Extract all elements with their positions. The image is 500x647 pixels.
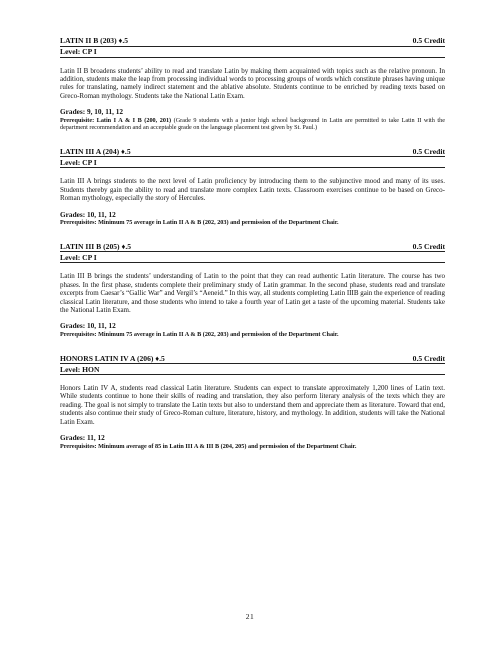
course-prerequisite: Prerequisites: Minimum 75 average in Latin II A & B (202, 203) and permission of the Department Chair. [60, 219, 339, 227]
course-prerequisite: Prerequisites: Minimum average of 85 in Latin III A & III B (204, 205) and permission of the Department Chair. [60, 442, 357, 450]
course-prerequisite [60, 117, 445, 132]
course-description: Latin III A brings students to the next level of Latin proficiency by introducing them to the subjunctive mood and many of its uses. Students thereby gain the ability to read and translate more complex Latin texts. Classroom exercises continue to be based on Greco-Roman mythology, especially the story of Hercules. [60, 177, 445, 203]
course-level: Level: HON [60, 364, 445, 375]
course-description: Honors Latin IV A, students read classical Latin literature. Students can expect to translate approximately 1,200 lines of Latin text. While students continue to hone their skills of reading and translation, they also perform literary analysis of the texts which they are reading. The goal is not simply to translate the Latin texts but also to understand them and appreciate them as literature. Toward that end, students also continue their study of Greco-Roman culture, literature, history, and mythology. In addition, students will take the National Latin Exam. [60, 384, 445, 426]
course-grades: Grades: 9, 10, 11, 12 [60, 107, 124, 117]
course-catalog-page [60, 36, 445, 450]
course-header [60, 242, 445, 253]
course-title: LATIN III A (204) ♦.5 [60, 146, 131, 156]
course-honors-latin-iv-a [60, 354, 445, 451]
course-grades: Grades: 10, 11, 12 [60, 209, 116, 219]
course-credit: 0.5 Credit [412, 241, 445, 251]
course-header [60, 36, 445, 47]
course-credit: 0.5 Credit [412, 353, 445, 363]
course-grades: Grades: 11, 12 [60, 433, 105, 443]
course-description: Latin II B broadens students’ ability to read and translate Latin by making them acquainted with topics such as the relative pronoun. In addition, students make the leap from processing individual words to processing groups of words which constitute phrases having unique rules for translating, namely indirect statement and the ablative absolute. Students continue to be enriched by reading texts based on Greco-Roman mythology. Students take the National Latin Exam. [60, 66, 445, 100]
course-header [60, 147, 445, 158]
course-title: LATIN II B (203) ♦.5 [60, 36, 129, 45]
course-grades: Grades: 10, 11, 12 [60, 321, 116, 331]
course-title: HONORS LATIN IV A (206) ♦.5 [60, 353, 165, 363]
course-title: LATIN III B (205) ♦.5 [60, 241, 132, 251]
course-credit: 0.5 Credit [412, 36, 445, 45]
course-description: Latin III B brings the students’ understanding of Latin to the point that they can read authentic Latin literature. The course has two phases. In the first phase, students complete their preliminary study of Latin grammar. In the second phase, students read and translate excerpts from Caesar’s “Gallic War” and Vergil’s “Aeneid.” In this way, all students completing Latin IIIB gain the experience of reading classical Latin literature, and those students who intend to take a fourth year of Latin get a taste of the upcoming material. Students take the National Latin Exam. [60, 272, 445, 314]
course-latin-iii-b [60, 242, 445, 339]
prerequisite-text: (Grade 9 students with a junior high school background in Latin are permitted to take Latin II with the department recommendation and an acceptable grade on the language placement test given by St. Paul.) [60, 116, 445, 132]
course-header [60, 354, 445, 365]
prerequisite-label: Prerequisite: Latin I A & I B (200, 201) [60, 116, 172, 124]
course-latin-ii-b [60, 36, 445, 132]
course-level: Level: CP I [60, 252, 445, 263]
course-latin-iii-a [60, 147, 445, 227]
course-prerequisite: Prerequisites: Minimum 75 average in Latin II A & B (202, 203) and permission of the Department Chair. [60, 330, 339, 338]
page-number: 21 [245, 612, 255, 621]
course-credit: 0.5 Credit [412, 146, 445, 156]
course-level: Level: CP I [60, 157, 445, 168]
course-level: Level: CP I [60, 47, 445, 58]
